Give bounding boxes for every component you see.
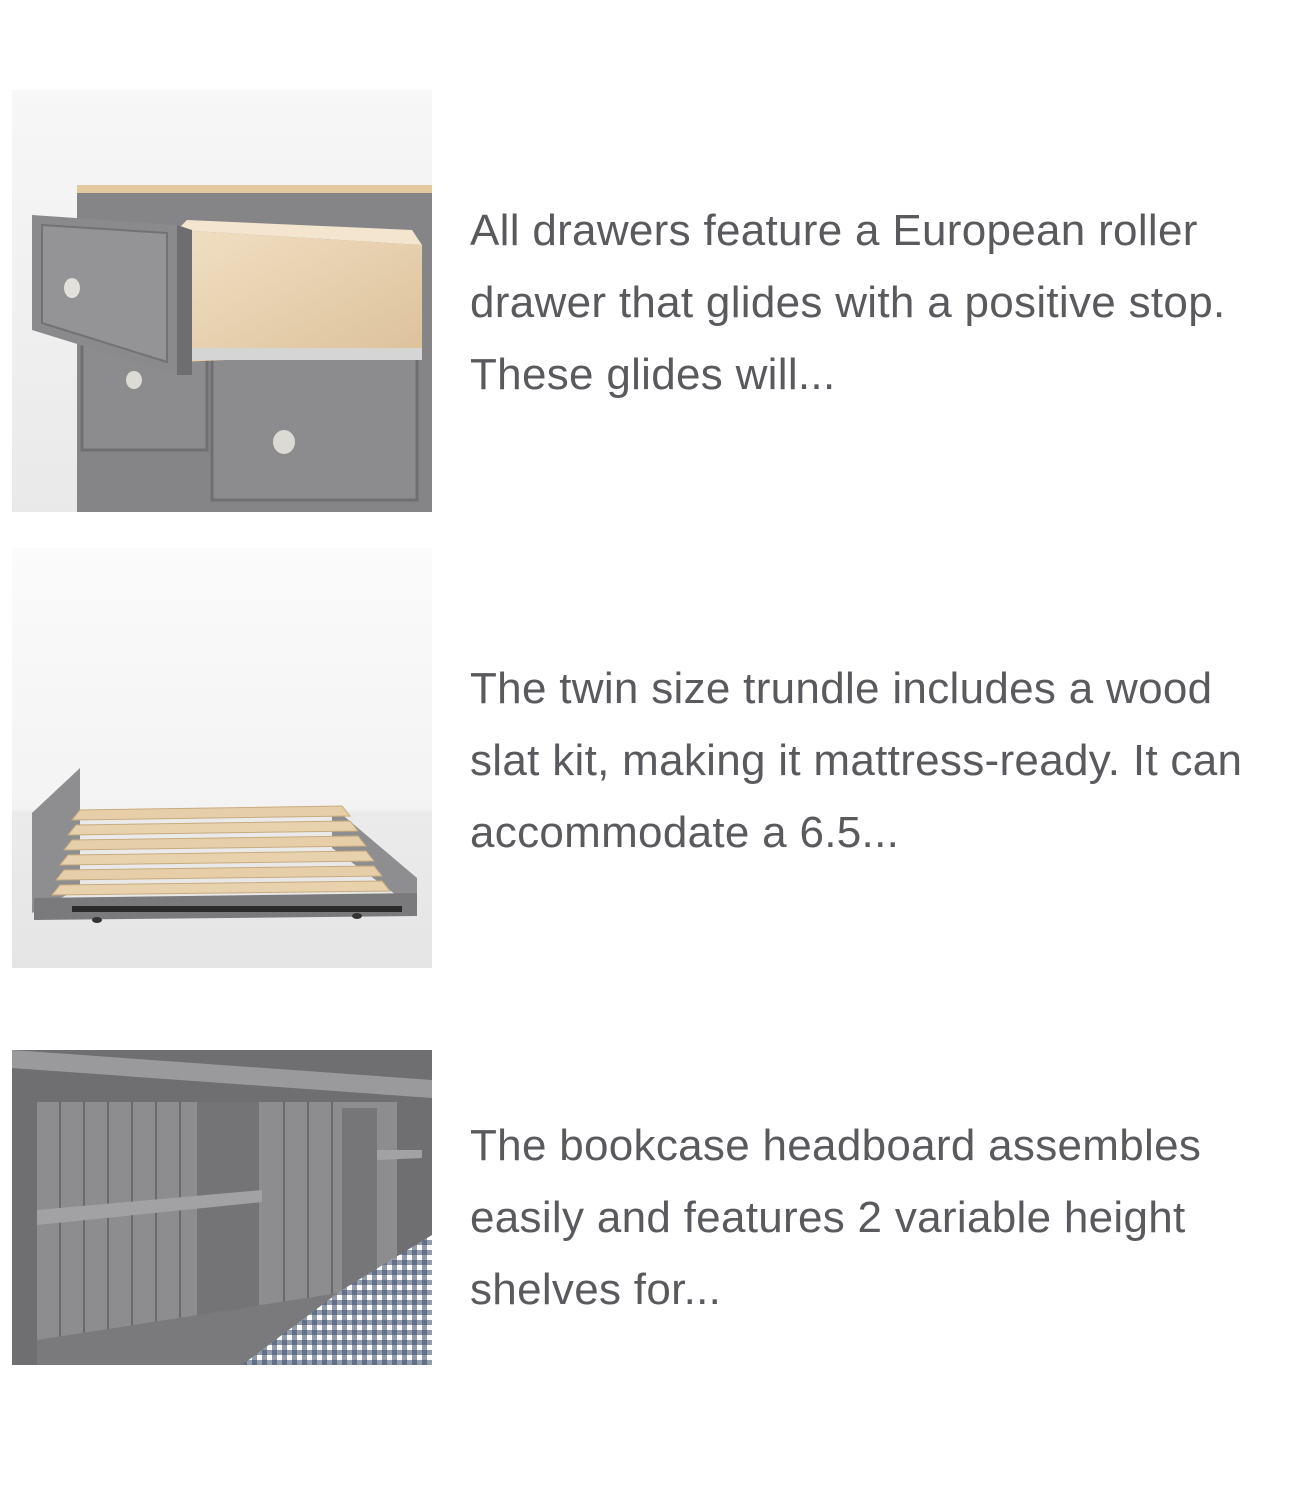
feature-item[interactable] (0, 548, 1290, 968)
drawer-image[interactable] (12, 90, 432, 512)
bookcase-headboard-image[interactable] (12, 1050, 432, 1365)
feature-description: All drawers feature a European roller drawer that glides with a positive stop. These glides will... (470, 206, 1226, 399)
feature-item[interactable] (0, 90, 1290, 512)
feature-item[interactable] (0, 1050, 1290, 1365)
bookcase-illustration (12, 1050, 432, 1365)
feature-description: The twin size trundle includes a wood slat kit, making it mattress-ready. It can accommodate a 6.5... (470, 664, 1243, 857)
trundle-image[interactable] (12, 548, 432, 968)
trundle-illustration (12, 548, 432, 968)
drawer-illustration (12, 90, 432, 512)
feature-description: The bookcase headboard assembles easily and features 2 variable height shelves for... (470, 1121, 1202, 1314)
